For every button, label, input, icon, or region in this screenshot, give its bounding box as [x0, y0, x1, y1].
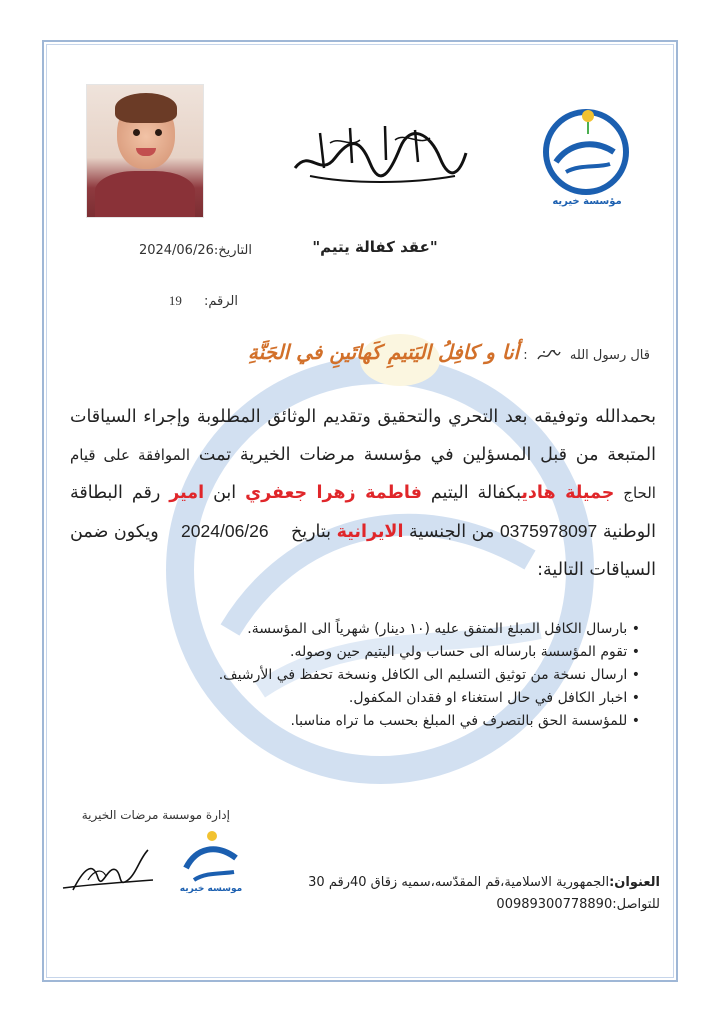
hadith-line [150, 340, 650, 364]
condition-item: • بارسال الكافل المبلغ المتفق عليه (١٠ دينار) شهرياً الى المؤسسة. [100, 618, 640, 641]
address-line [270, 872, 660, 894]
condition-item: • اخبار الكافل في حال استغناء او فقدان المكفول. [100, 687, 640, 710]
small-logo-caption: موسسه خيريه [179, 884, 243, 894]
father-name: امير [169, 483, 205, 503]
contact-value: 00989300778890 [496, 897, 613, 912]
body-id-label: رقم البطاقة الوطنية [70, 483, 656, 542]
hadith-colon: : [523, 348, 528, 363]
address-label: العنوان: [609, 875, 660, 890]
body-conditions-intro: ويكون ضمن السياقات التالية: [70, 522, 656, 580]
number-label: الرقم: [204, 294, 238, 309]
body-nationality-label: من الجنسية [409, 522, 495, 542]
national-id-number: 0375978097 [499, 521, 598, 541]
contract-date: 2024/06/26 [181, 521, 269, 541]
basmala-calligraphy [290, 118, 470, 188]
contract-body [70, 398, 656, 589]
conditions-list [100, 618, 640, 733]
number-row [148, 293, 238, 309]
orphan-name: فاطمة زهرا جعفري [245, 483, 422, 503]
date-label: التاريخ: [213, 243, 252, 258]
body-approval: الموافقة على قيام الحاج [70, 446, 656, 502]
condition-item: • تقوم المؤسسة بارساله الى حساب ولي اليتيم حين وصوله. [100, 641, 640, 664]
document-title: "عقد كفالة يتيم" [312, 238, 438, 256]
contact-label: للتواصل: [612, 897, 660, 912]
condition-item: • للمؤسسة الحق بالتصرف في المبلغ بحسب ما تراه مناسبا. [100, 710, 640, 733]
admin-label: إدارة موسسة مرضات الخيرية [81, 808, 230, 822]
address-value: الجمهورية الاسلامية،قم المقدّسه،سميه زقاق 40رقم 30 [308, 875, 610, 890]
contact-line [270, 894, 660, 916]
body-intro: بحمدالله وتوفيقه بعد التحري والتحقيق وتقديم الوثائق المطلوبة وإجراء السياقات المتبعة من قبل المسؤلين في مؤسسة مرضات الخيرية تمت [70, 407, 656, 465]
number-value: 19 [168, 293, 182, 308]
orphan-photo [86, 84, 204, 218]
body-date-label: بتاريخ [290, 522, 332, 542]
condition-item: • ارسال نسخة من توثيق التسليم الى الكافل ونسخة تحفظ في الأرشيف. [100, 664, 640, 687]
hadith-quote: أنا و كافِلُ اليَتيمِ كَهاتَينِ في الجَنَّةِ [247, 340, 520, 364]
nationality: الايرانية [336, 522, 404, 542]
sponsor-name: جميلة هادي [521, 483, 615, 503]
body-sponsorship: بكفالة اليتيم [430, 483, 522, 503]
date-row [92, 243, 252, 258]
body-son-of: ابن [213, 483, 237, 503]
signature [58, 840, 158, 900]
org-logo [538, 104, 634, 200]
salawat-glyph-icon [536, 349, 562, 363]
hadith-prefix: قال رسول الله [569, 348, 650, 363]
org-logo-caption: مؤسسة خيريه [552, 196, 622, 207]
address-block [270, 872, 660, 916]
org-small-logo [176, 828, 246, 888]
date-value: 2024/06/26 [138, 243, 214, 258]
